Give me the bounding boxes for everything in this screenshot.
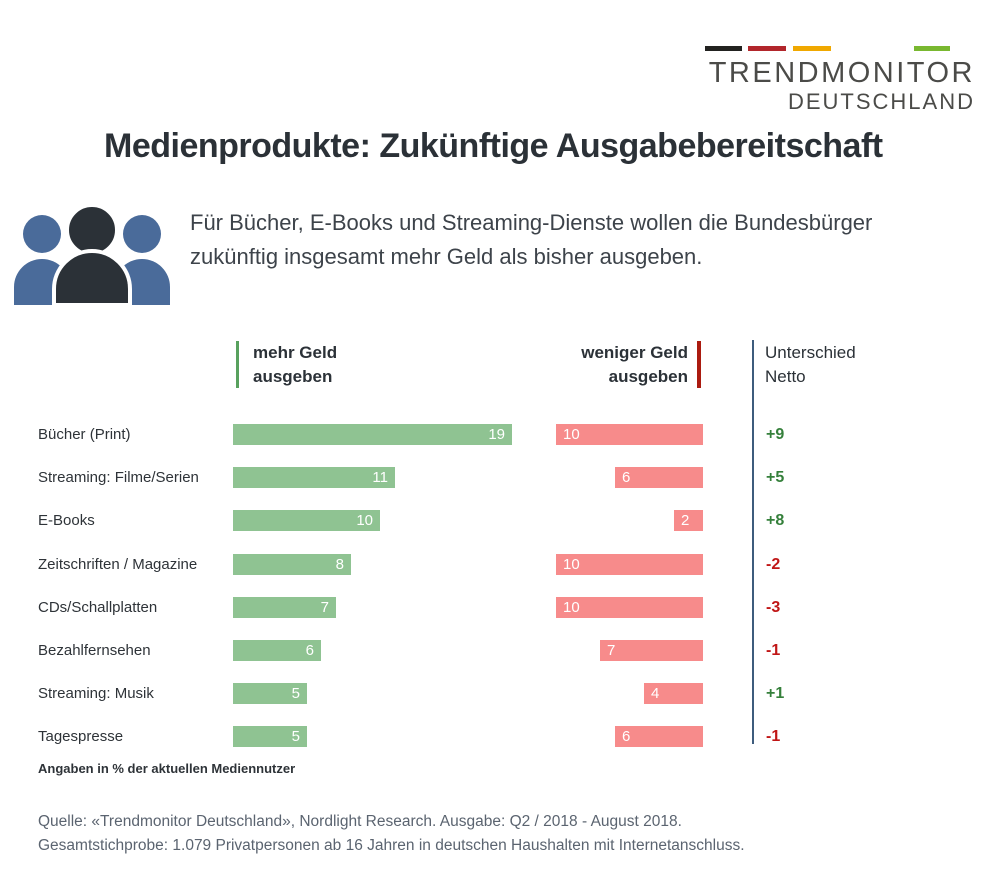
chart-row xyxy=(0,424,1000,445)
more-geld-bar: 19 xyxy=(233,424,512,445)
more-geld-bar: 6 xyxy=(233,640,321,661)
net-value: -3 xyxy=(766,599,781,616)
more-geld-bar: 11 xyxy=(233,467,395,488)
chart-footnote: Angaben in % der aktuellen Mediennutzer xyxy=(38,761,296,776)
more-geld-bar: 8 xyxy=(233,554,351,575)
weniger-geld-bar: 4 xyxy=(644,683,703,704)
more-header-line2: ausgeben xyxy=(253,367,333,386)
logo-bar-black xyxy=(705,46,742,51)
net-value: +9 xyxy=(766,426,785,443)
weniger-geld-bar: 10 xyxy=(556,554,703,575)
net-header-line1: Unterschied xyxy=(765,343,856,362)
category-label: Bezahlfernsehen xyxy=(38,642,151,659)
logo-bar-yellow xyxy=(793,46,831,51)
chart-row xyxy=(0,554,1000,575)
category-label: Zeitschriften / Magazine xyxy=(38,556,198,573)
less-column-header xyxy=(500,341,688,389)
intro-text: Für Bücher, E-Books und Streaming-Dienste wollen die Bundesbürger zukünftig insgesamt mehr Geld als bisher ausgeben. xyxy=(190,210,873,269)
category-label: Streaming: Musik xyxy=(38,685,154,702)
net-value: +8 xyxy=(766,512,785,529)
people-group-icon xyxy=(12,203,172,305)
net-header-line2: Netto xyxy=(765,367,806,386)
weniger-geld-bar: 6 xyxy=(615,467,703,488)
more-geld-bar: 5 xyxy=(233,726,307,747)
category-label: Streaming: Filme/Serien xyxy=(38,469,199,486)
weniger-geld-bar: 10 xyxy=(556,597,703,618)
net-column-header xyxy=(765,341,856,389)
net-value: +1 xyxy=(766,685,785,702)
chart-row xyxy=(0,683,1000,704)
net-value: +5 xyxy=(766,469,785,486)
more-column-header xyxy=(253,341,337,389)
source-line2: Gesamtstichprobe: 1.079 Privatpersonen ab 16 Jahren in deutschen Haushalten mit Internetanschluss. xyxy=(38,837,745,854)
more-geld-bar: 7 xyxy=(233,597,336,618)
net-value: -2 xyxy=(766,556,781,573)
weniger-geld-bar: 6 xyxy=(615,726,703,747)
source-line1: Quelle: «Trendmonitor Deutschland», Nordlight Research. Ausgabe: Q2 / 2018 - August 2018. xyxy=(38,813,682,830)
logo-flag-bars xyxy=(705,46,950,52)
chart-row xyxy=(0,726,1000,747)
less-header-line1: weniger Geld xyxy=(581,343,688,362)
net-value: -1 xyxy=(766,642,781,659)
more-geld-bar: 5 xyxy=(233,683,307,704)
category-label: Bücher (Print) xyxy=(38,426,131,443)
source-text xyxy=(38,810,745,858)
logo-bar-red xyxy=(748,46,786,51)
chart-row xyxy=(0,597,1000,618)
category-label: Tagespresse xyxy=(38,728,124,745)
less-header-line2: ausgeben xyxy=(608,367,688,386)
more-header-line1: mehr Geld xyxy=(253,343,338,362)
category-label: E-Books xyxy=(38,512,95,529)
more-geld-bar: 10 xyxy=(233,510,380,531)
chart-row xyxy=(0,510,1000,531)
page-title: Medienprodukte: Zukünftige Ausgabebereitschaft xyxy=(104,127,883,165)
chart-row xyxy=(0,467,1000,488)
net-value: -1 xyxy=(766,728,781,745)
chart-row xyxy=(0,640,1000,661)
more-column-accent-line xyxy=(236,341,239,388)
category-label: CDs/Schallplatten xyxy=(38,599,158,616)
weniger-geld-bar: 7 xyxy=(600,640,703,661)
weniger-geld-bar: 10 xyxy=(556,424,703,445)
logo-bar-green xyxy=(914,46,950,51)
logo-wordmark-trendmonitor: TRENDMONITOR xyxy=(708,57,975,89)
logo-wordmark-deutschland: DEUTSCHLAND xyxy=(787,89,975,114)
less-column-accent-line xyxy=(697,341,701,388)
weniger-geld-bar: 2 xyxy=(674,510,703,531)
